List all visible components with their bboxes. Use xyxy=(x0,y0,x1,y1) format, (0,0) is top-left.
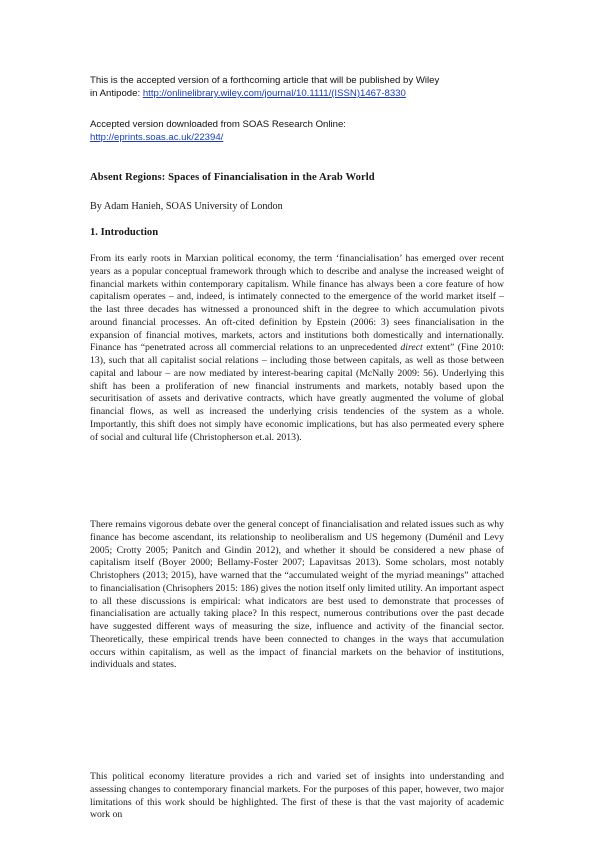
paragraph-3 xyxy=(90,771,504,822)
article-title: Absent Regions: Spaces of Financialisation in the Arab World xyxy=(90,172,375,183)
paragraph-1-emphasis: direct xyxy=(400,342,423,354)
publication-notice xyxy=(90,74,520,100)
paragraph-1-text-a: From its early roots in Marxian political economy, the term ‘financialisation’ has emerged over recent years as a popular conceptual framework through which to describe and analyse the increased weight of financial markets within contemporary capitalism. While finance has always been a core feature of how capitalism operates – and, indeed, is intimately connected to the emergence of the world market itself – the last three decades has witnessed a pronounced shift in the degree to which accumulation pivots around financial processes. An oft-cited definition by Epstein (2006: 3) sees financialisation in the expansion of financial motives, markets, actors and institutions both domestically and internationally. Finance has “penetrated across all commercial relations to an unprecedented xyxy=(90,253,504,354)
download-notice xyxy=(90,118,520,144)
paragraph-3-text: This political economy literature provides a rich and varied set of insights into understanding and assessing changes to contemporary financial markets. For the purposes of this paper, however, two major limitations of this work should be highlighted. The first of these is that the vast majority of academic work on xyxy=(90,771,504,821)
eprints-link[interactable]: http://eprints.soas.ac.uk/22394/ xyxy=(90,132,224,143)
paragraph-2-text: There remains vigorous debate over the general concept of financialisation and related issues such as why finance has become ascendant, its relationship to neoliberalism and US hegemony (Duménil and Levy 2005; Crotty 2005; Panitch and Gindin 2012), and whether it should be considered a new phase of capitalism itself (Boyer 2000; Bellamy-Foster 2007; Lapavitsas 2013). Some scholars, most notably Christophers (2013; 2015), have warned that the “accumulated weight of the myriad meanings” attached to financialisation (Chrisophers 2015: 186) gives the notion itself only limited utility. An important aspect to all these discussions is empirical: what indicators are best used to demonstrate that processes of financialisation are actually taking place? In this respect, numerous contributions over the past decade have suggested different ways of measuring the size, influence and activity of the financial sector. Theoretically, these empirical trends have been connected to changes in the ways that accumulation occurs within capitalism, as well as the impact of financial markets on the behavior of institutions, individuals and states. xyxy=(90,519,504,671)
download-label: Accepted version downloaded from SOAS Research Online: xyxy=(90,119,346,130)
section-heading: 1. Introduction xyxy=(90,227,159,238)
paragraph-1 xyxy=(90,253,504,444)
notice-line-2 xyxy=(90,87,520,100)
paragraph-1-text-b: extent” (Fine 2010: 13), such that all capitalist social relations – including those between capitals, as well as those between capital and labour – are now mediated by interest-bearing capital (McNally 2009: 56). Underlying this shift has been a proliferation of new financial instruments and markets, notably based upon the securitisation of assets and derivative contracts, which have greatly augmented the volume of global financial flows, as well as increased the underlying crisis tendencies of the system as a whole. Importantly, this shift does not simply have economic implications, but has also permeated every sphere of social and cultural life (Christopherson et.al. 2013). xyxy=(90,342,504,443)
notice-line-1: This is the accepted version of a forthcoming article that will be published by Wiley xyxy=(90,75,440,86)
notice-journal-prefix: in Antipode: xyxy=(90,88,143,99)
paragraph-2 xyxy=(90,519,504,672)
article-byline: By Adam Hanieh, SOAS University of London xyxy=(90,201,283,212)
journal-link[interactable]: http://onlinelibrary.wiley.com/journal/10.1111/(ISSN)1467-8330 xyxy=(142,88,406,99)
